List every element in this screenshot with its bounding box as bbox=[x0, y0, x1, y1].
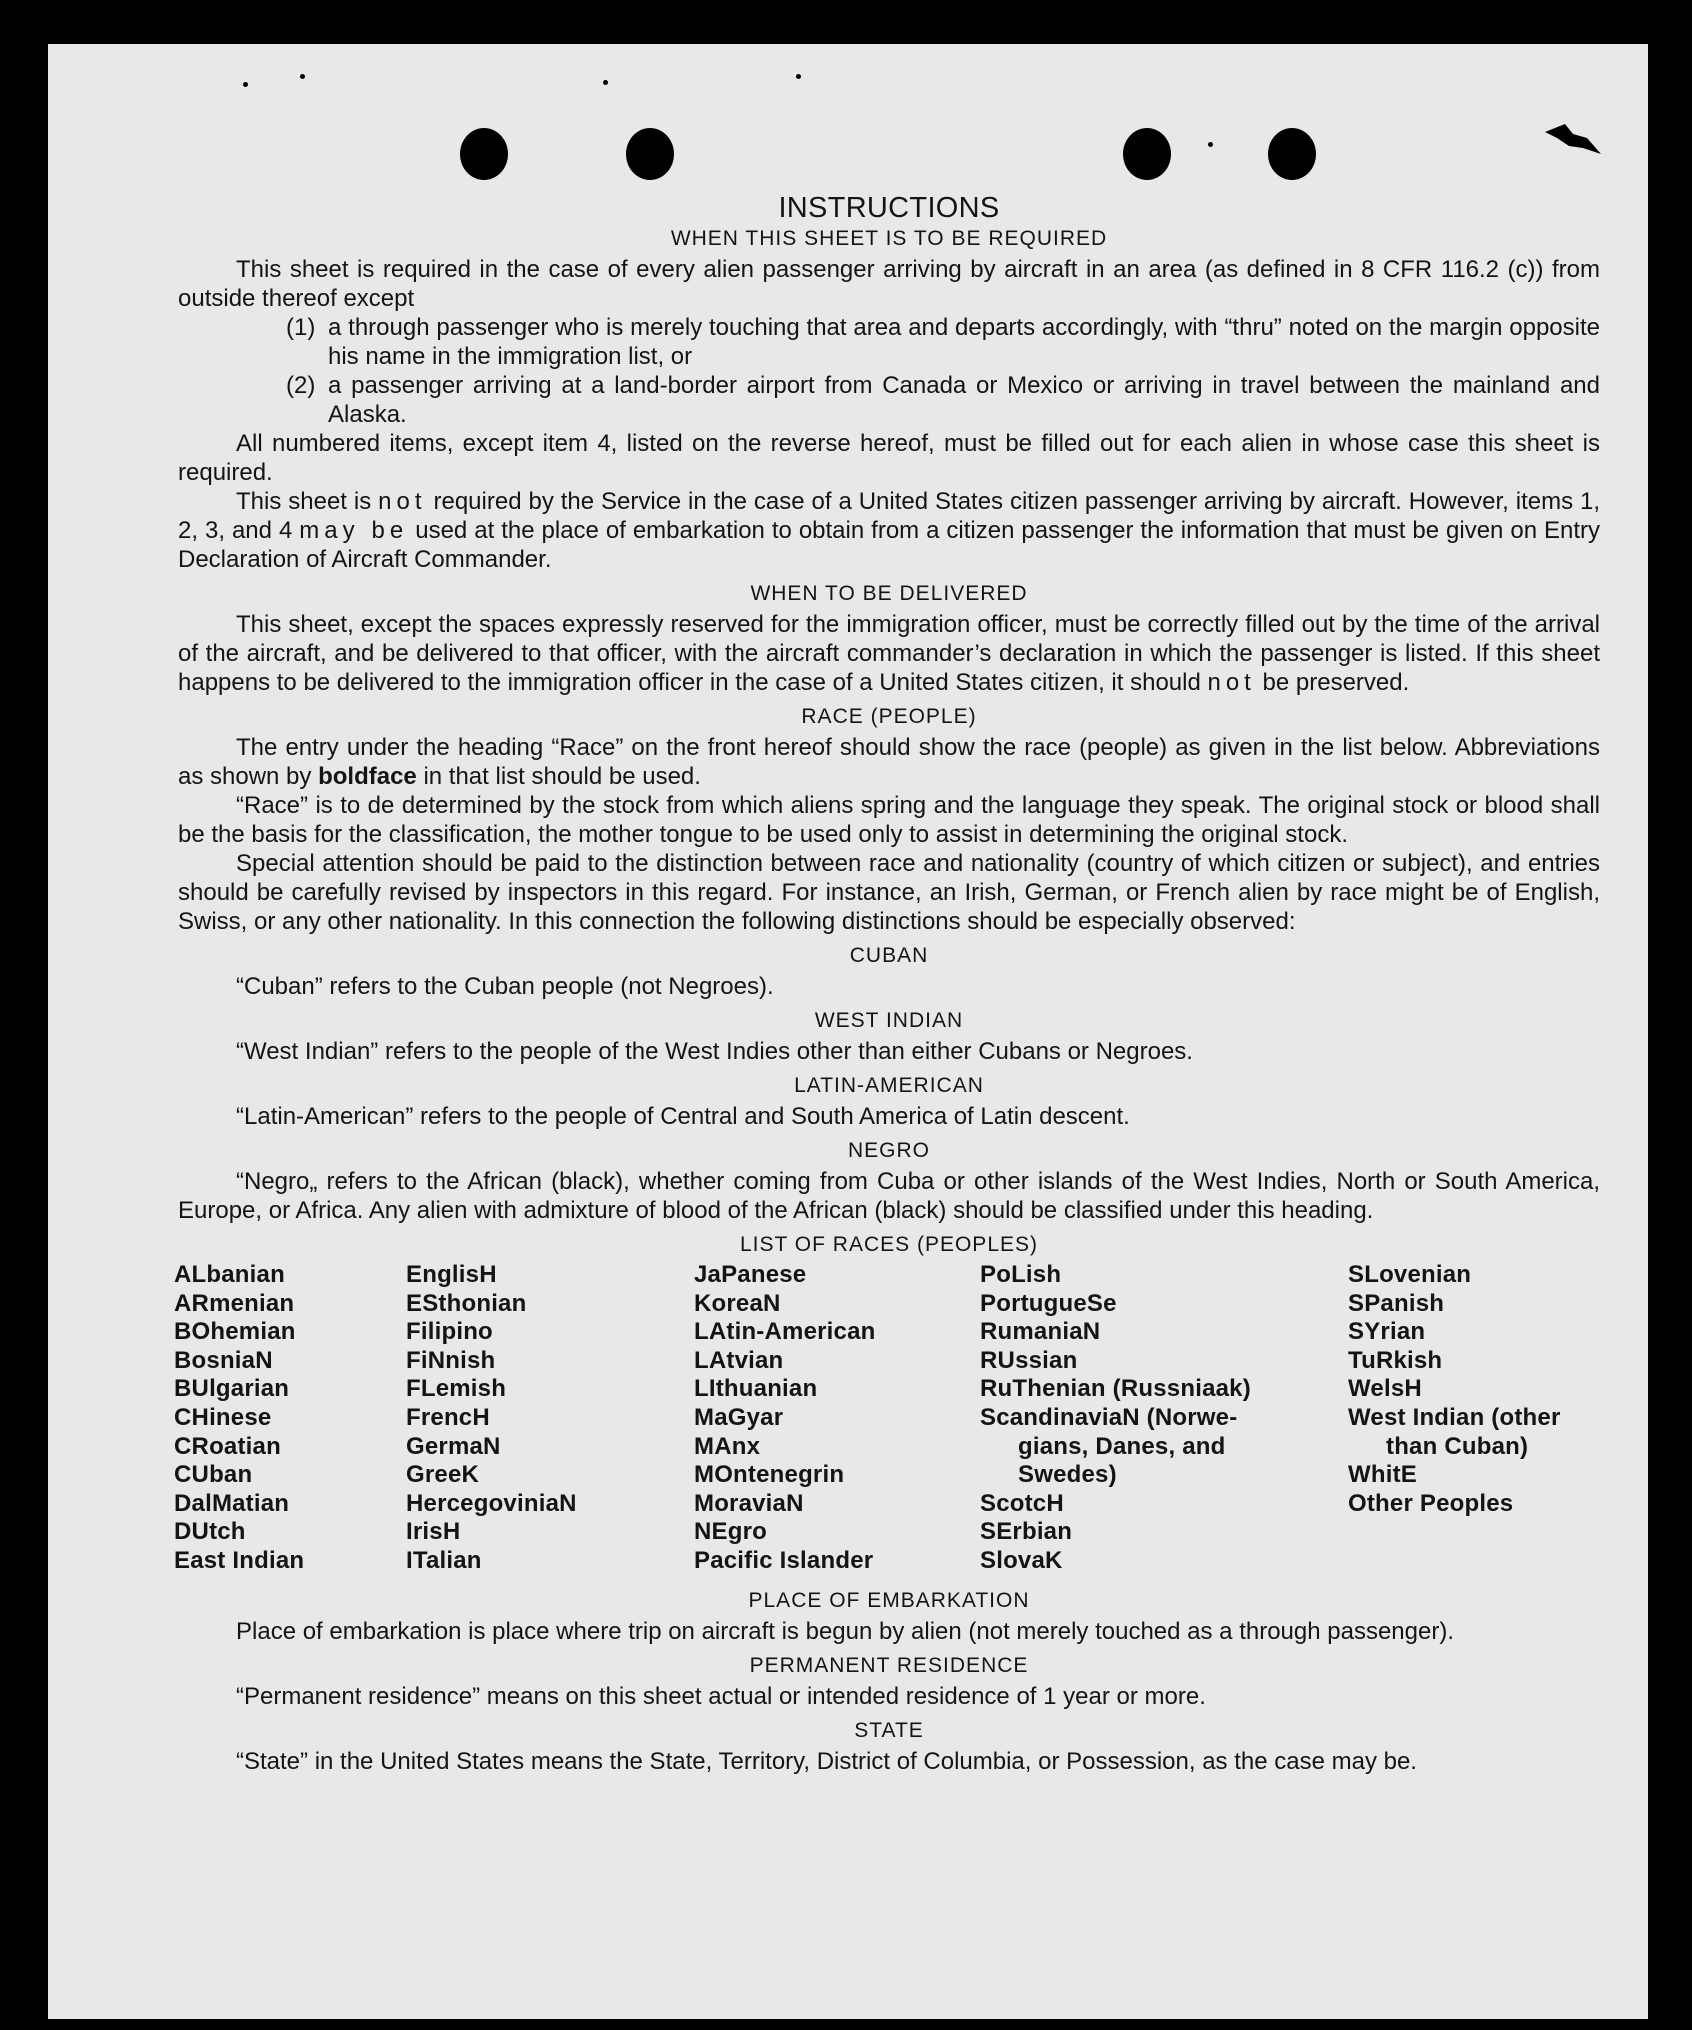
punch-hole bbox=[1123, 128, 1171, 180]
race-entry: than Cuban) bbox=[1386, 1432, 1529, 1460]
heading-delivered: WHEN TO BE DELIVERED bbox=[750, 582, 1028, 605]
race-entry: gians, Danes, and bbox=[1018, 1432, 1226, 1460]
race-entry: MAnx bbox=[694, 1432, 761, 1460]
race-entry: CRoatian bbox=[174, 1432, 281, 1460]
race-entry: BOhemian bbox=[174, 1318, 296, 1346]
race-paragraph-2: “Race” is to de determined by the stock from which aliens spring and the language they speak. The original stock or blood shall be the basis for the classification, the mother tongue to be used only to assist in determining the original stock. bbox=[178, 792, 1600, 848]
text-run: in that list should be used. bbox=[423, 763, 701, 790]
races-column bbox=[406, 1261, 577, 1576]
embarkation-paragraph: Place of embarkation is place where trip on aircraft is begun by alien (not merely touched as a through passenger). bbox=[236, 1618, 1454, 1645]
item-number: (1) bbox=[286, 314, 316, 341]
text-run: The entry under the heading “Race” on the front hereof should show the race (people) as given in the list below. Abbreviations as shown by bbox=[178, 734, 1600, 790]
punch-hole bbox=[1268, 128, 1316, 180]
races-column bbox=[1348, 1261, 1561, 1518]
race-entry: SlovaK bbox=[980, 1546, 1063, 1574]
race-entry: DUtch bbox=[174, 1518, 246, 1546]
race-entry: RumaniaN bbox=[980, 1318, 1101, 1346]
races-column bbox=[694, 1261, 876, 1576]
race-entry: LAtin-American bbox=[694, 1318, 876, 1346]
text-run: be preserved. bbox=[1262, 669, 1410, 696]
west-indian-paragraph: “West Indian” refers to the people of the West Indies other than either Cubans or Negroes. bbox=[236, 1038, 1193, 1065]
race-entry: MoraviaN bbox=[694, 1489, 804, 1517]
race-entry: LIthuanian bbox=[694, 1375, 818, 1403]
race-entry: SLovenian bbox=[1348, 1261, 1472, 1288]
heading-state: STATE bbox=[854, 1719, 924, 1742]
race-entry: LAtvian bbox=[694, 1346, 784, 1374]
race-entry: KoreaN bbox=[694, 1289, 781, 1317]
item-number: (2) bbox=[286, 372, 316, 399]
race-entry: ScandinaviaN (Norwe- bbox=[980, 1403, 1238, 1431]
race-entry: TuRkish bbox=[1348, 1346, 1443, 1374]
heading-residence: PERMANENT RESIDENCE bbox=[749, 1654, 1029, 1677]
heading-west-indian: WEST INDIAN bbox=[814, 1009, 964, 1032]
races-list bbox=[174, 1261, 1600, 1581]
required-intro: This sheet is required in the case of every alien passenger arriving by aircraft in an area (as defined in 8 CFR 116.2 (c)) from outside thereof except bbox=[178, 256, 1600, 312]
race-entry: RuThenian (Russniaak) bbox=[980, 1375, 1251, 1403]
speck bbox=[603, 80, 608, 85]
text-run: used at the place of embarkation to obtain from a citizen passenger the information that must be given on Entry Declaration of Aircraft Commander. bbox=[178, 517, 1601, 573]
race-entry: GermaN bbox=[406, 1432, 501, 1460]
race-entry: ITalian bbox=[406, 1546, 482, 1574]
exception-item bbox=[178, 313, 1600, 371]
spaced-text: may be bbox=[299, 517, 409, 544]
heading-races-list: LIST OF RACES (PEOPLES) bbox=[739, 1233, 1039, 1256]
text-run: This sheet, except the spaces expressly reserved for the immigration officer, must be correctly filled out by the time of the arrival of the aircraft, and be delivered to that officer, with the aircraft commander’s declaration in which the passenger is listed. If this sheet happens to be delivered to the immigration officer in the case of a United States citizen, it should bbox=[178, 611, 1600, 696]
race-entry: ARmenian bbox=[174, 1289, 295, 1317]
spaced-text: not bbox=[1207, 669, 1256, 696]
race-entry: SPanish bbox=[1348, 1289, 1445, 1317]
race-entry: GreeK bbox=[406, 1461, 480, 1489]
heading-cuban: CUBAN bbox=[849, 944, 929, 967]
spaced-text: not bbox=[378, 488, 427, 515]
text-run: required by the Service in the case of a United States citizen passenger arriving by aircraft. However, items 1, 2, 3, and 4 bbox=[178, 488, 1601, 544]
race-entry: DalMatian bbox=[174, 1489, 290, 1517]
latin-american-paragraph: “Latin-American” refers to the people of Central and South America of Latin descent. bbox=[236, 1103, 1130, 1130]
race-entry: MaGyar bbox=[694, 1403, 784, 1431]
race-entry: RUssian bbox=[980, 1346, 1078, 1374]
race-entry: BosniaN bbox=[174, 1346, 273, 1374]
race-entry: IrisH bbox=[406, 1518, 461, 1546]
heading-latin-american: LATIN-AMERICAN bbox=[794, 1074, 984, 1097]
punch-hole bbox=[460, 128, 508, 180]
residence-paragraph: “Permanent residence” means on this sheet actual or intended residence of 1 year or more. bbox=[236, 1683, 1206, 1710]
citizen-paragraph bbox=[178, 487, 1600, 574]
race-entry: JaPanese bbox=[694, 1261, 807, 1288]
race-entry: Filipino bbox=[406, 1318, 493, 1346]
item-text: a through passenger who is merely touching that area and departs accordingly, with “thru” noted on the margin opposite his name in the immigration list, or bbox=[328, 314, 1600, 370]
race-entry: SErbian bbox=[980, 1518, 1073, 1546]
speck bbox=[243, 82, 248, 87]
race-entry: MOntenegrin bbox=[694, 1461, 845, 1489]
race-paragraph-1 bbox=[178, 733, 1600, 791]
negro-paragraph: “Negro„ refers to the African (black), whether coming from Cuba or other islands of the West Indies, North or South America, Europe, or Africa. Any alien with admixture of blood of the African (black) should be classified under this heading. bbox=[178, 1168, 1600, 1224]
state-paragraph: “State” in the United States means the State, Territory, District of Columbia, or Possession, as the case may be. bbox=[236, 1748, 1417, 1775]
heading-race: RACE (PEOPLE) bbox=[801, 705, 977, 728]
heading-negro: NEGRO bbox=[847, 1139, 930, 1162]
race-entry: CUban bbox=[174, 1461, 253, 1489]
race-entry: HercegoviniaN bbox=[406, 1489, 577, 1517]
item-text: a passenger arriving at a land-border airport from Canada or Mexico or arriving in travel between the mainland and Alaska. bbox=[328, 372, 1600, 428]
race-entry: WhitE bbox=[1348, 1461, 1417, 1489]
instructions-body bbox=[174, 192, 1601, 1776]
race-entry: SYrian bbox=[1348, 1318, 1426, 1346]
race-paragraph-3: Special attention should be paid to the distinction between race and nationality (country of which citizen or subject), and entries should be carefully revised by inspectors in this regard. For instance, an Irish, German, or French alien by race might be of English, Swiss, or any other nationality. In this connection the following distinctions should be especially observed: bbox=[178, 850, 1600, 935]
race-entry: Pacific Islander bbox=[694, 1546, 874, 1574]
bold-text: boldface bbox=[318, 763, 417, 790]
race-entry: West Indian (other bbox=[1348, 1403, 1561, 1431]
race-entry: ESthonian bbox=[406, 1289, 527, 1317]
race-entry: FrencH bbox=[406, 1403, 490, 1431]
exception-item bbox=[178, 371, 1600, 429]
races-column bbox=[174, 1261, 304, 1576]
cuban-paragraph: “Cuban” refers to the Cuban people (not Negroes). bbox=[236, 973, 774, 1000]
heading-required: WHEN THIS SHEET IS TO BE REQUIRED bbox=[670, 227, 1108, 250]
race-entry: ScotcH bbox=[980, 1489, 1064, 1517]
page-title: INSTRUCTIONS bbox=[778, 192, 1000, 224]
speck bbox=[796, 74, 801, 79]
race-entry: PortugueSe bbox=[980, 1289, 1117, 1317]
race-entry: BUlgarian bbox=[174, 1375, 290, 1403]
delivered-paragraph bbox=[178, 610, 1600, 697]
race-entry: WelsH bbox=[1348, 1375, 1422, 1403]
ink-blot bbox=[1543, 122, 1603, 158]
race-entry: ALbanian bbox=[174, 1261, 285, 1288]
race-entry: EnglisH bbox=[406, 1261, 497, 1288]
race-entry: FLemish bbox=[406, 1375, 507, 1403]
speck bbox=[300, 74, 305, 79]
race-entry: Other Peoples bbox=[1348, 1489, 1514, 1517]
speck bbox=[1208, 142, 1213, 147]
race-entry: NEgro bbox=[694, 1518, 767, 1546]
race-entry: FiNnish bbox=[406, 1346, 496, 1374]
races-column bbox=[980, 1261, 1251, 1576]
race-entry: CHinese bbox=[174, 1403, 272, 1431]
race-entry: East Indian bbox=[174, 1546, 305, 1574]
document-sheet bbox=[48, 44, 1648, 2019]
race-entry: Swedes) bbox=[1018, 1461, 1117, 1489]
punch-hole bbox=[626, 128, 674, 180]
race-entry: PoLish bbox=[980, 1261, 1062, 1288]
heading-embarkation: PLACE OF EMBARKATION bbox=[748, 1589, 1030, 1612]
items-paragraph: All numbered items, except item 4, listed on the reverse hereof, must be filled out for each alien in whose case this sheet is required. bbox=[178, 430, 1600, 486]
text-run: This sheet is bbox=[236, 488, 372, 515]
